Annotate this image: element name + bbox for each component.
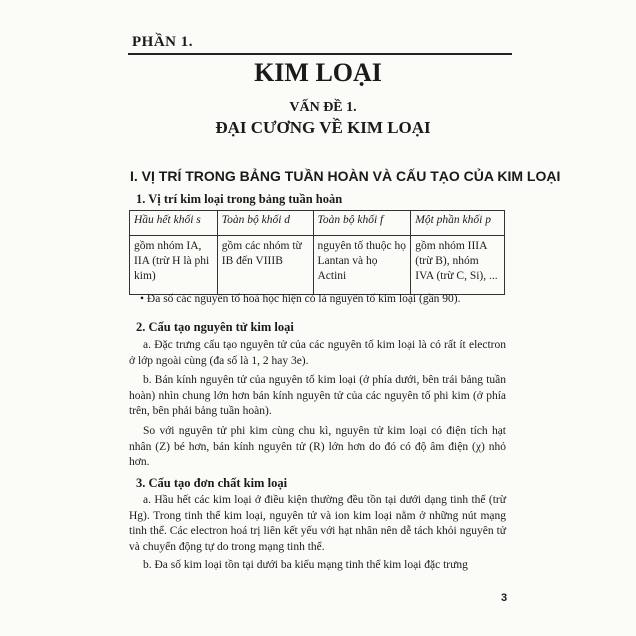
subheading-metal-structure: 3. Cấu tạo đơn chất kim loại (136, 476, 288, 490)
table-header: Toàn bộ khối f (313, 211, 411, 236)
table-cell: gồm nhóm IIIA (trừ B), nhóm IVA (trừ C, Si), ... (411, 236, 505, 295)
page-number: 3 (501, 592, 508, 604)
paragraph-3b: b. Đa số kim loại tồn tại dưới ba kiểu mạng tinh thể kim loại đặc trưng (143, 559, 468, 571)
table-cell: gồm các nhóm từ IB đến VIIIB (217, 236, 313, 295)
subheading-atom-structure: 2. Cấu tạo nguyên tử kim loại (136, 320, 294, 334)
part-label: PHẦN 1. (132, 34, 193, 50)
table-header: Toàn bộ khối d (217, 211, 313, 236)
bullet-note-text: Đa số các nguyên tố hoá học hiện có là nguyên tố kim loại (gần 90). (146, 293, 461, 305)
subheading-position: 1. Vị trí kim loại trong bảng tuần hoàn (136, 192, 343, 206)
table-header: Một phần khối p (411, 211, 505, 236)
paragraph-2b: b. Bán kính nguyên tử của nguyên tố kim loại (ở phía dưới, bên trái bảng tuần hoàn) nhìn chung lớn hơn bán kính nguyên tử của các nguyên tố phi kim (ở phía trên, bên phải bảng tuần hoàn). (129, 374, 506, 417)
table-cell: gồm nhóm IA, IIA (trừ H là phi kim) (130, 236, 218, 295)
chapter-title: KIM LOẠI (254, 58, 382, 87)
table-header-row (130, 211, 505, 236)
paragraph-2a: a. Đặc trưng cấu tạo nguyên tử của các nguyên tố kim loại là có rất ít electron ở lớp ngoài cùng (đa số là 1, 2 hay 3e). (129, 339, 506, 367)
section-heading: I. VỊ TRÍ TRONG BẢNG TUẦN HOÀN VÀ CẤU TẠO CỦA KIM LOẠI (130, 168, 561, 184)
metal-blocks-table (129, 210, 505, 295)
paragraph-3a: a. Hầu hết các kim loại ở điều kiện thường đều tồn tại dưới dạng tinh thể (trừ Hg). Trong tinh thể kim loại, nguyên tử và ion kim loại nằm ở những nút mạng tinh thể. Các electron hoá trị liên kết yếu với hạt nhân nên dễ tách khỏi nguyên tử và chuyển động tự do trong mạng tinh thể. (129, 494, 506, 553)
topic-number: VẤN ĐỀ 1. (289, 100, 357, 115)
table-row (130, 236, 505, 295)
bullet-note: • Đa số các nguyên tố hoá học hiện có là nguyên tố kim loại (gần 90). (140, 293, 461, 305)
paragraph-2c: So với nguyên tử phi kim cùng chu kì, nguyên tử kim loại có điện tích hạt nhân (Z) bé hơn, bán kính nguyên tử (R) lớn hơn do đó có độ âm điện (χ) nhỏ hơn. (129, 425, 506, 468)
header-rule (128, 53, 512, 55)
table-cell: nguyên tố thuộc họ Lantan và họ Actini (313, 236, 411, 295)
topic-title: ĐẠI CƯƠNG VỀ KIM LOẠI (215, 118, 431, 137)
table-header: Hầu hết khối s (130, 211, 218, 236)
